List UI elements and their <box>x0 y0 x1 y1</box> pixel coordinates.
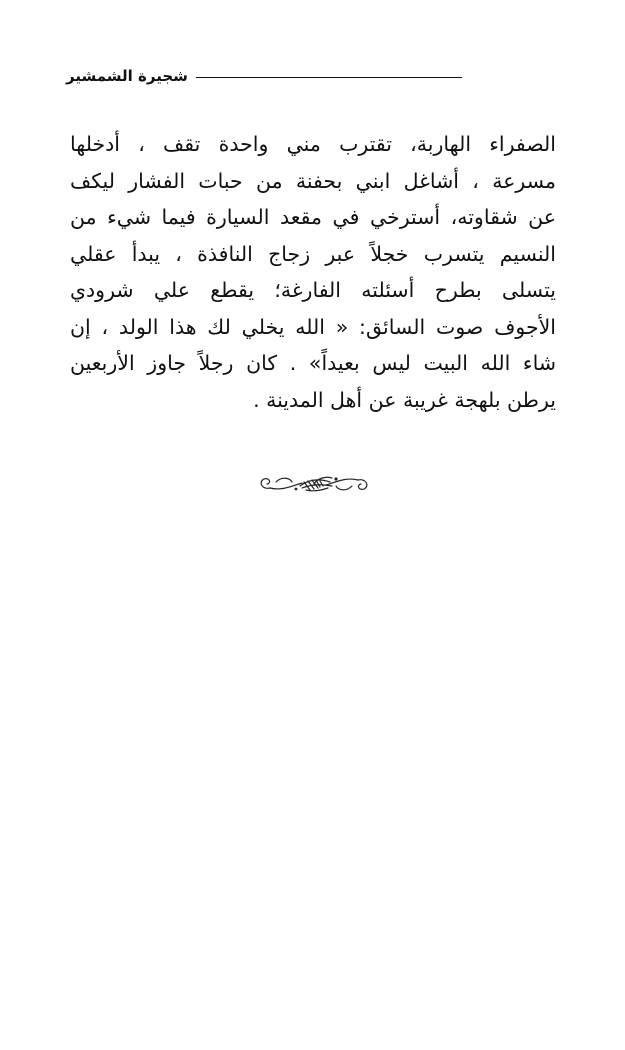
chapter-title: شجيرة الشمشير <box>66 67 188 85</box>
body-paragraph <box>70 126 556 418</box>
text-line: شاء الله البيت ليس بعيداً» . كان رجلاً جاوز الأربعين <box>70 351 556 375</box>
text-line: الصفراء الهاربة، تقترب مني واحدة تقف ، أدخلها <box>70 132 556 156</box>
text-line: عن شقاوته، أسترخي في مقعد السيارة فيما شيء من <box>70 205 556 229</box>
text-line: يرطن بلهجة غريبة عن أهل المدينة . <box>253 387 556 412</box>
text-line: مسرعة ، أشاغل ابني بحفنة من حبات الفشار ليكف <box>70 168 556 193</box>
text-line: الأجوف صوت السائق: « الله يخلي لك هذا الولد ، إن <box>70 314 556 339</box>
floral-divider-icon <box>256 470 372 498</box>
running-header <box>66 64 462 88</box>
header-rule <box>196 77 462 78</box>
text-line: يتسلى بطرح أسئلته الفارغة؛ يقطع علي شرودي <box>70 278 556 302</box>
text-line: النسيم يتسرب خجلاً عبر زجاج النافذة ، يبدأ عقلي <box>70 241 556 266</box>
